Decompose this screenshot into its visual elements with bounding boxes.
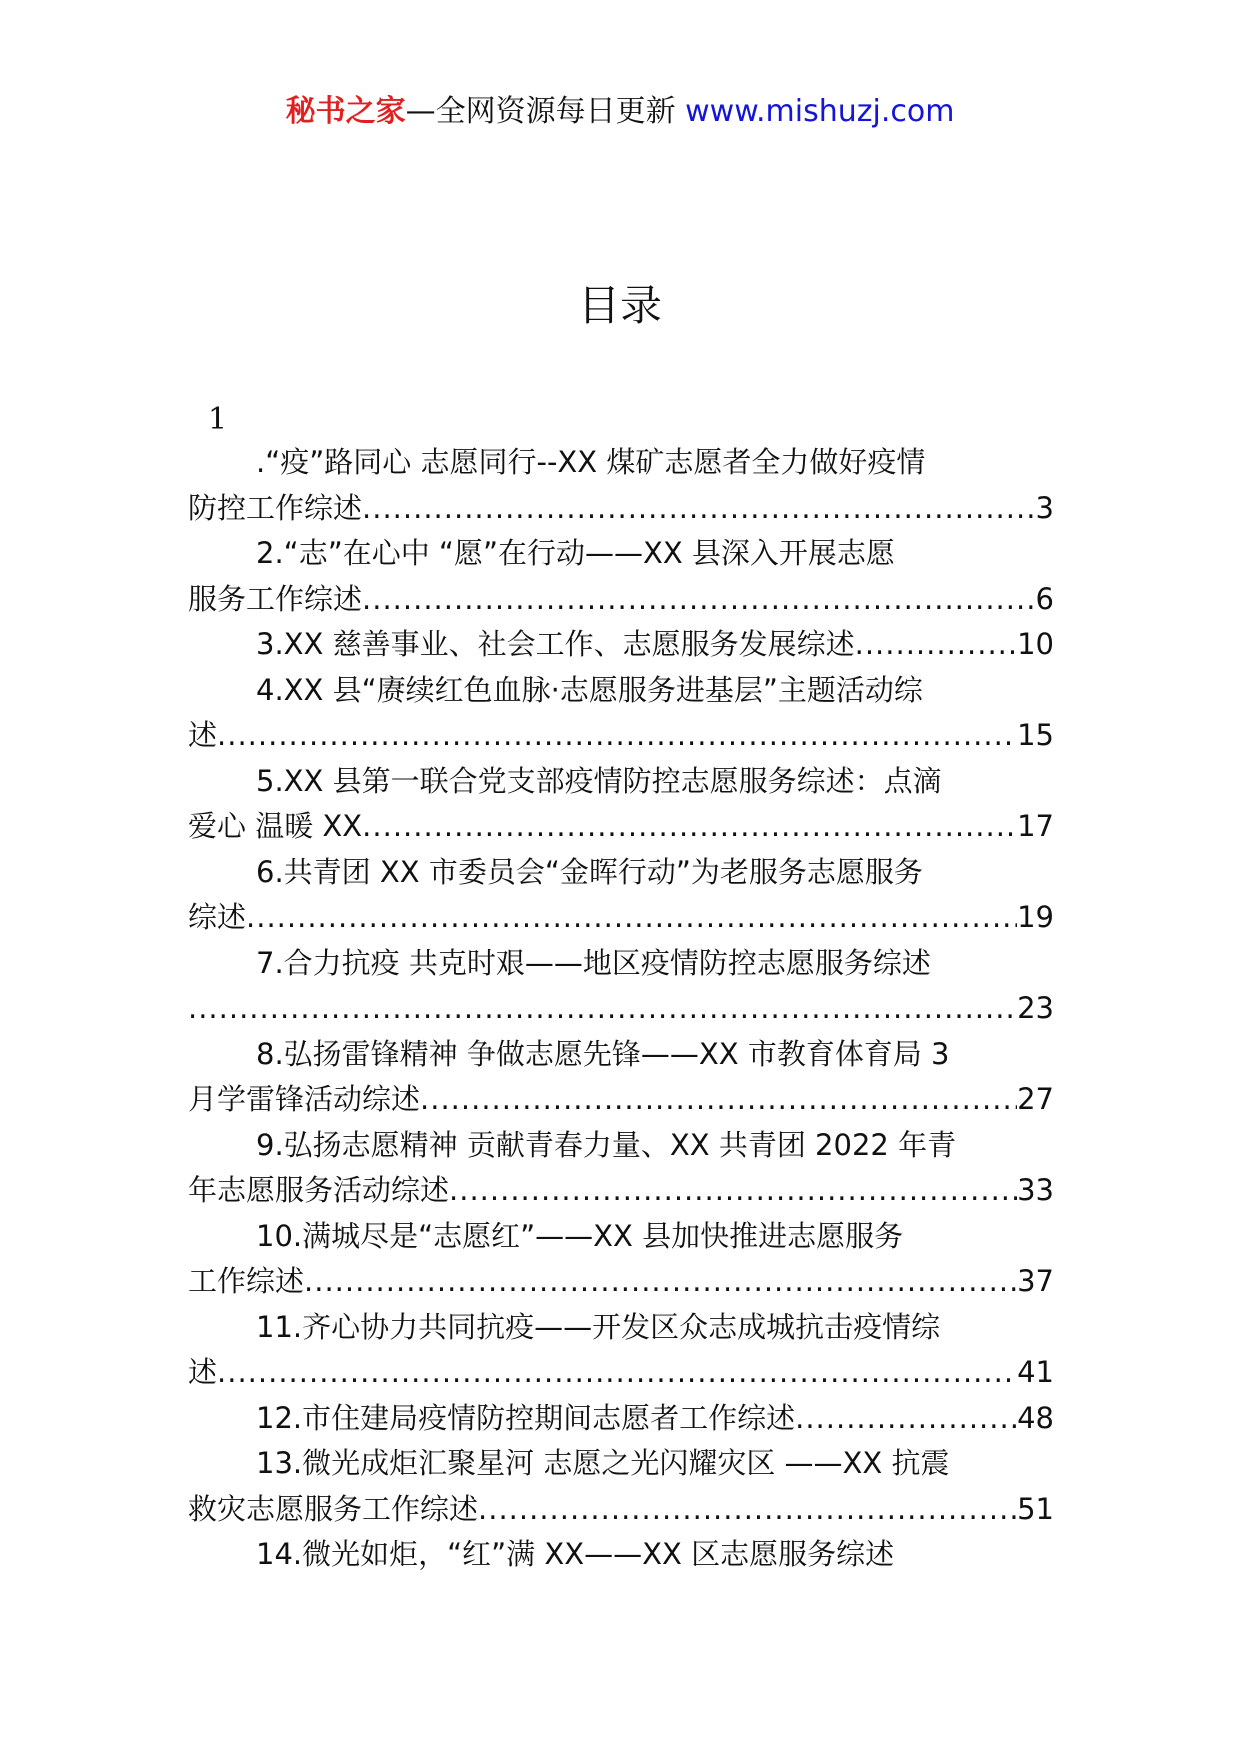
toc-entry-continuation: 综述 [188, 900, 247, 934]
toc-entry[interactable] [188, 1123, 1054, 1214]
toc-entry-leader-row [188, 1487, 1054, 1533]
dot-leader [246, 895, 1017, 941]
toc-entry-continuation: 工作综述 [188, 1264, 305, 1298]
toc-entry-leader-row [188, 486, 1054, 532]
site-header [0, 92, 1240, 132]
toc-entry-continuation: 年志愿服务活动综述 [188, 1173, 450, 1207]
toc-entry-leader-row [188, 577, 1054, 623]
toc-entry-title: .“疫”路同心 志愿同行--XX 煤矿志愿者全力做好疫情 [256, 445, 926, 479]
toc-entry-leader-row [188, 1168, 1054, 1214]
toc-page-number: 6 [1035, 581, 1054, 616]
toc-entry-continuation: 述 [188, 1355, 218, 1389]
toc-entry-leader-row [188, 895, 1054, 941]
toc-entry[interactable] [188, 1214, 1054, 1305]
brand-name: 秘书之家 [285, 94, 406, 129]
toc-entry[interactable] [188, 622, 1054, 668]
toc-entry-leader-row [188, 622, 1054, 668]
table-of-contents [188, 440, 1054, 1578]
toc-entry-continuation: 爱心 温暖 XX [188, 809, 363, 843]
toc-entry[interactable] [188, 1396, 1054, 1442]
toc-page-number: 51 [1017, 1491, 1054, 1526]
toc-entry-leader-row [188, 713, 1054, 759]
site-url[interactable]: www.mishuzj.com [685, 94, 955, 129]
dot-leader [304, 1259, 1017, 1305]
toc-entry-title: 7.合力抗疫 共克时艰——地区疫情防控志愿服务综述 [256, 945, 931, 980]
toc-page-number: 10 [1017, 627, 1054, 661]
toc-page-number: 3 [1035, 490, 1054, 525]
toc-entry-leader-row [188, 1259, 1054, 1305]
toc-entry-leader-row [188, 804, 1054, 850]
dot-leader [362, 486, 1036, 532]
toc-entry-title: 14.微光如炬，“红”满 XX——XX 区志愿服务综述 [256, 1537, 895, 1571]
toc-entry-title: 5.XX 县第一联合党支部疫情防控志愿服务综述：点滴 [256, 763, 942, 798]
toc-page-number: 19 [1017, 900, 1054, 934]
toc-entry-continuation: 12.市住建局疫情防控期间志愿者工作综述 [256, 1400, 796, 1435]
toc-entry-title: 2.“志”在心中 “愿”在行动——XX 县深入开展志愿 [256, 536, 895, 570]
toc-entry[interactable] [188, 1532, 1054, 1578]
dot-leader [188, 986, 1017, 1032]
dot-leader [362, 804, 1017, 850]
toc-entry-continuation: 月学雷锋活动综述 [188, 1082, 421, 1116]
toc-entry-title: 10.满城尽是“志愿红”——XX 县加快推进志愿服务 [256, 1218, 904, 1253]
toc-entry-continuation: 述 [188, 718, 218, 752]
dot-leader [217, 713, 1017, 759]
toc-entry[interactable] [188, 668, 1054, 759]
toc-entry-leader-row [188, 1350, 1054, 1396]
toc-entry-title: 11.齐心协力共同抗疫——开发区众志成城抗击疫情综 [256, 1309, 941, 1344]
toc-entry-title: 13.微光成炬汇聚星河 志愿之光闪耀灾区 ——XX 抗震 [256, 1446, 950, 1480]
toc-page-number: 17 [1017, 809, 1054, 843]
toc-entry[interactable] [188, 1441, 1054, 1532]
dot-leader [478, 1487, 1017, 1533]
toc-entry[interactable] [188, 1032, 1054, 1123]
toc-entry-continuation: 3.XX 慈善事业、社会工作、志愿服务发展综述 [256, 627, 855, 661]
dot-leader [795, 1396, 1017, 1442]
toc-page-number: 37 [1017, 1264, 1054, 1298]
dot-leader [420, 1077, 1017, 1123]
toc-entry-continuation: 防控工作综述 [188, 490, 363, 525]
header-slogan: —全网资源每日更新 [405, 94, 686, 129]
dot-leader [449, 1168, 1017, 1214]
toc-entry-leader-row [188, 986, 1054, 1032]
toc-page-number: 41 [1017, 1355, 1054, 1389]
toc-entry-continuation: 救灾志愿服务工作综述 [188, 1491, 479, 1526]
toc-entry[interactable] [188, 850, 1054, 941]
toc-entry-title: 9.弘扬志愿精神 贡献青春力量、XX 共青团 2022 年青 [256, 1127, 957, 1162]
document-title: 目录 [577, 281, 662, 330]
toc-page-number: 48 [1017, 1400, 1054, 1435]
toc-page-number: 23 [1017, 991, 1054, 1025]
dot-leader [855, 622, 1017, 668]
toc-entry[interactable] [188, 531, 1054, 622]
dot-leader [217, 1350, 1017, 1396]
toc-entry-leader-row [188, 1396, 1054, 1442]
toc-entry-continuation: 服务工作综述 [188, 581, 363, 616]
first-entry-number: 1 [208, 402, 228, 437]
toc-entry[interactable] [188, 759, 1054, 850]
toc-entry-title: 6.共青团 XX 市委员会“金晖行动”为老服务志愿服务 [256, 854, 923, 889]
toc-entry[interactable] [188, 941, 1054, 1032]
toc-entry[interactable] [188, 1305, 1054, 1396]
toc-entry[interactable] [188, 440, 1054, 531]
toc-page-number: 27 [1017, 1082, 1054, 1116]
toc-entry-leader-row [188, 1077, 1054, 1123]
toc-page-number: 15 [1017, 718, 1054, 752]
toc-entry-title: 8.弘扬雷锋精神 争做志愿先锋——XX 市教育体育局 3 [256, 1036, 950, 1071]
toc-entry-title: 4.XX 县“赓续红色血脉·志愿服务进基层”主题活动综 [256, 672, 923, 707]
toc-page-number: 33 [1017, 1173, 1054, 1207]
dot-leader [362, 577, 1036, 623]
